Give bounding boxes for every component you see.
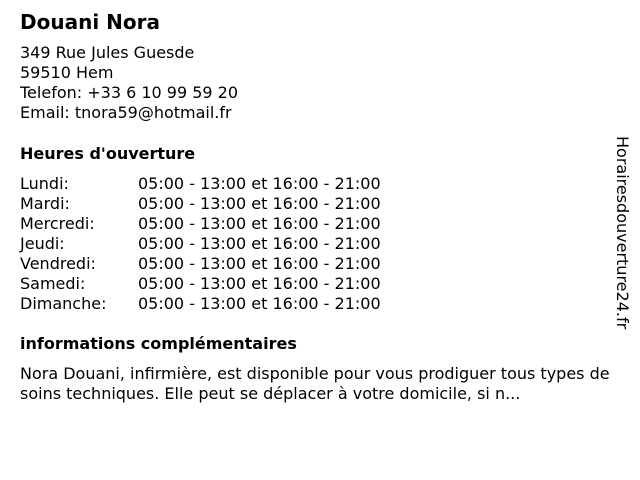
contact-block xyxy=(20,43,238,123)
business-name: Douani Nora xyxy=(20,10,160,34)
site-watermark: Horairesdouverture24.fr xyxy=(613,136,632,330)
hours-row xyxy=(20,274,381,294)
email-address: Email: tnora59@hotmail.fr xyxy=(20,103,232,122)
address-city: 59510 Hem xyxy=(20,63,114,82)
hours-time: 05:00 - 13:00 et 16:00 - 21:00 xyxy=(138,254,381,273)
hours-day: Samedi: xyxy=(20,274,86,293)
hours-day: Dimanche: xyxy=(20,294,107,313)
hours-time: 05:00 - 13:00 et 16:00 - 21:00 xyxy=(138,234,381,253)
hours-row xyxy=(20,254,381,274)
info-description: Nora Douani, infirmière, est disponible pour vous prodiguer tous types de soins techniques. Elle peut se déplacer à votre domicile, si n... xyxy=(20,364,610,403)
address-street: 349 Rue Jules Guesde xyxy=(20,43,195,62)
hours-row xyxy=(20,214,381,234)
hours-table xyxy=(20,174,381,314)
hours-time: 05:00 - 13:00 et 16:00 - 21:00 xyxy=(138,274,381,293)
hours-day: Lundi: xyxy=(20,174,69,193)
hours-row xyxy=(20,174,381,194)
hours-day: Mercredi: xyxy=(20,214,95,233)
hours-day: Jeudi: xyxy=(20,234,65,253)
hours-row xyxy=(20,194,381,214)
phone-number: Telefon: +33 6 10 99 59 20 xyxy=(20,83,239,102)
hours-time: 05:00 - 13:00 et 16:00 - 21:00 xyxy=(138,294,381,313)
hours-row xyxy=(20,234,381,254)
hours-day: Vendredi: xyxy=(20,254,96,273)
hours-time: 05:00 - 13:00 et 16:00 - 21:00 xyxy=(138,214,381,233)
info-heading: informations complémentaires xyxy=(20,334,297,353)
hours-heading: Heures d'ouverture xyxy=(20,144,196,163)
hours-row xyxy=(20,294,381,314)
hours-day: Mardi: xyxy=(20,194,70,213)
hours-time: 05:00 - 13:00 et 16:00 - 21:00 xyxy=(138,174,381,193)
hours-time: 05:00 - 13:00 et 16:00 - 21:00 xyxy=(138,194,381,213)
